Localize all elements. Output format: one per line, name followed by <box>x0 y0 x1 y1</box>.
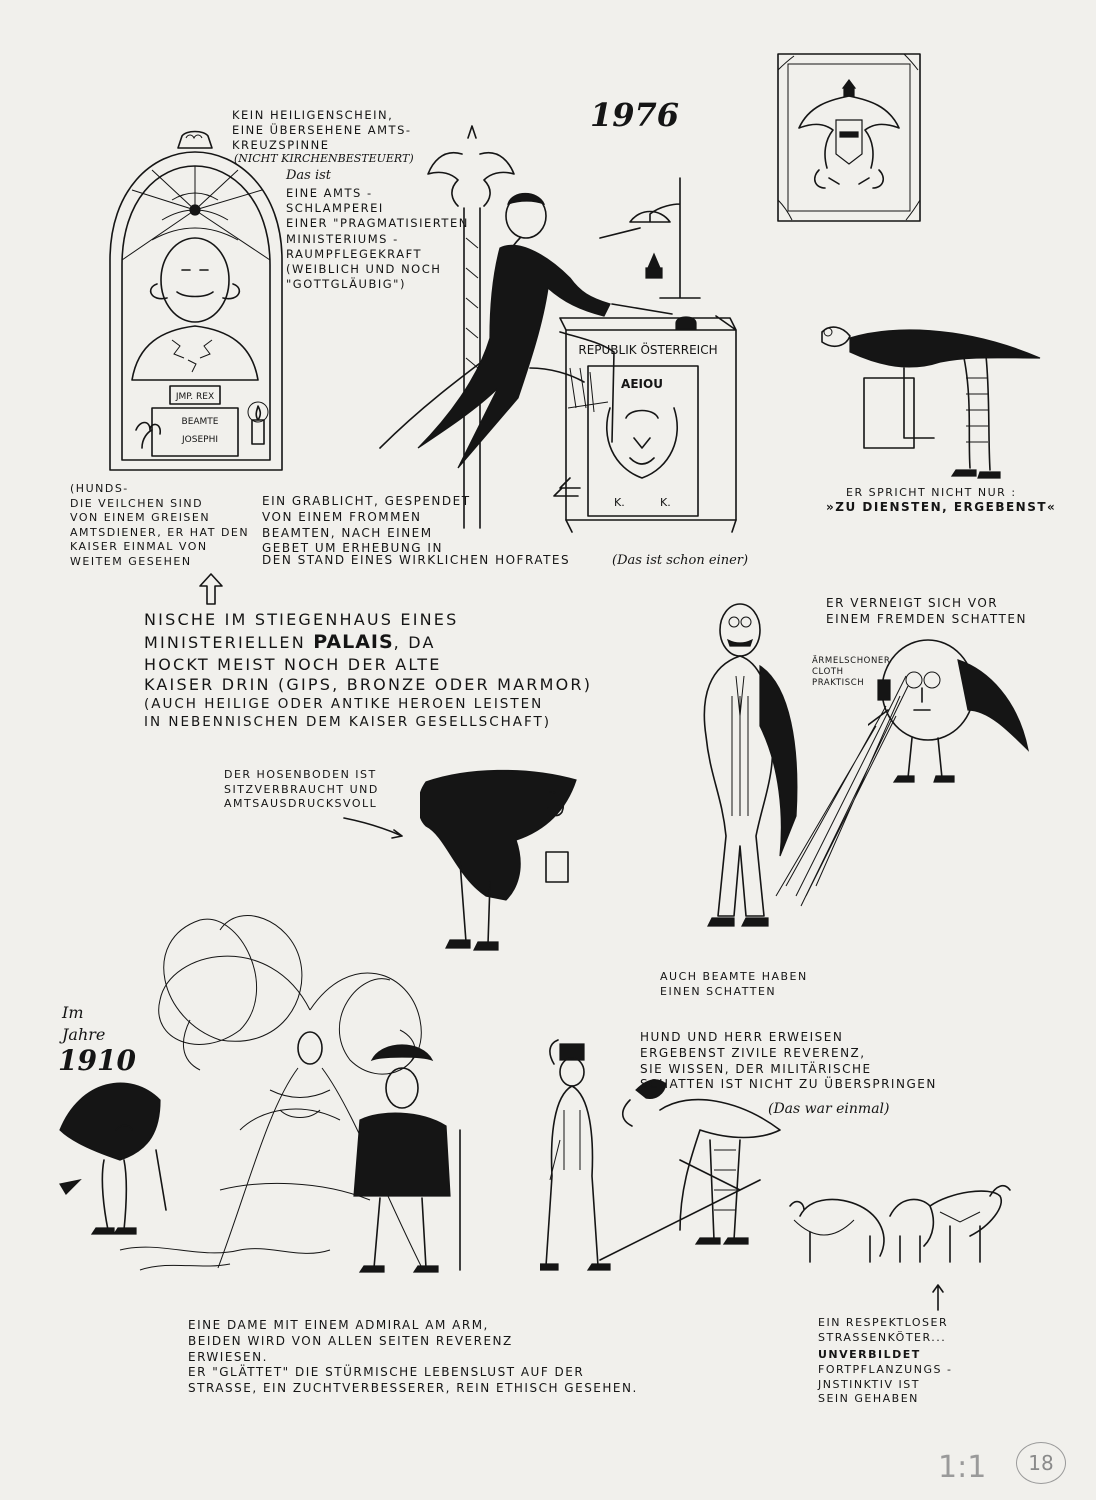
palais-line-4: KAISER DRIN (GIPS, BRONZE ODER MARMOR) <box>144 675 593 695</box>
desk-k-left: K. <box>614 496 625 509</box>
palais-line-2: MINISTERIELLEN PALAIS, DA <box>144 631 436 654</box>
spider-caption-note: (NICHT KIRCHENBESTEUERT) <box>234 152 414 165</box>
bow-caption-2: »ZU DIENSTEN, ERGEBENST« <box>826 500 1057 514</box>
dog-caption-3: FORTPFLANZUNGS - JNSTINKTIV IST SEIN GEHABEN <box>818 1363 953 1406</box>
year-prefix-jahre: Jahre <box>62 1025 106 1044</box>
spider-caption: KEIN HEILIGENSCHEIN, EINE ÜBERSEHENE AMTS- KREUZSPINNE <box>232 108 412 153</box>
dog-caption-1: EIN RESPEKTLOSER STRASSENKÖTER... <box>818 1316 949 1344</box>
cleaning-lady-caption: EINE AMTS - SCHLAMPEREI EINER "PRAGMATISIERTEN MINISTERIUMS - RAUMPFLEGEKRAFT (WEIBLICH UND NOCH "GOTTGLÄUBIG") <box>286 186 469 292</box>
sleeve-caption: ÄRMELSCHONER CLOTH PRAKTISCH <box>812 656 891 689</box>
pencil-scale: 1:1 <box>938 1450 987 1485</box>
up-arrow-icon <box>198 572 224 606</box>
shadow-caption: ER VERNEIGT SICH VOR EINEM FREMDEN SCHATTEN <box>826 596 1027 626</box>
hofrat-caption: DEN STAND EINES WIRKLICHEN HOFRATES <box>262 553 571 567</box>
year-1976: 1976 <box>590 96 680 134</box>
dog-arrow-icon <box>930 1282 946 1312</box>
trousers-caption: DER HOSENBODEN IST SITZVERBRAUCHT UND AMTSAUSDRUCKSVOLL <box>224 768 379 811</box>
pencil-page-number <box>1016 1442 1066 1484</box>
plaque-beamte: BEAMTE <box>181 417 219 427</box>
official-at-desk-drawing <box>330 118 760 538</box>
framed-eagle-drawing <box>774 50 924 225</box>
palais-caption <box>144 610 592 731</box>
palais-line-5: (AUCH HEILIGE ODER ANTIKE HEROEN LEISTEN IN NEBENNISCHEN DEM KAISER GESELLSCHAFT) <box>144 695 552 730</box>
lady-admiral-caption: EINE DAME MIT EINEM ADMIRAL AM ARM, BEIDEN WIRD VON ALLEN SEITEN REVERENZ ERWIESEN. ER "GLÄTTET" DIE STÜRMISCHE LEBENSLUST AUF DER STRASSE, EIN ZUCHTVERBESSERER, REIN ETHISCH GESEHEN. <box>188 1318 638 1396</box>
palais-word: PALAIS <box>313 631 394 654</box>
shadow-creature-drawing <box>868 630 1048 790</box>
year-1910: 1910 <box>58 1044 136 1077</box>
palais-line-3: HOCKT MEIST NOCH DER ALTE <box>144 654 442 674</box>
desk-aeiou-label: AEIOU <box>621 377 663 391</box>
palais-line-1: NISCHE IM STIEGENHAUS EINES <box>144 610 459 629</box>
dog-caption-2: UNVERBILDET <box>818 1348 921 1361</box>
desk-k-right: K. <box>660 496 671 509</box>
plaque-josephi: JOSEPHI <box>182 435 218 445</box>
lady-and-admiral-drawing <box>40 830 560 1290</box>
bowing-clerk-drawing <box>814 318 1054 488</box>
bow-caption-1: ER SPRICHT NICHT NUR : <box>846 486 1017 499</box>
plaque-imp-rex: JMP. REX <box>175 392 215 402</box>
hofrat-note: (Das ist schon einer) <box>612 553 749 568</box>
das-ist-label: Das ist <box>286 168 332 183</box>
grave-light-caption: EIN GRABLICHT, GESPENDET VON EINEM FROMMEN BEAMTEN, NACH EINEM GEBET UM ERHEBUNG IN <box>262 494 471 556</box>
emperor-niche-drawing <box>92 130 302 490</box>
desk-republic-label: REPUBLIK ÖSTERREICH <box>578 343 718 357</box>
street-dogs-drawing <box>780 1176 1020 1276</box>
year-prefix-im: Im <box>62 1003 84 1022</box>
violets-caption: (HUNDS- DIE VEILCHEN SIND VON EINEM GREISEN AMTSDIENER, ER HAT DEN KAISER EINMAL VON WEITEM GESEHEN <box>70 482 250 568</box>
military-caption: HUND UND HERR ERWEISEN ERGEBENST ZIVILE REVERENZ, SIE WISSEN, DER MILITÄRISCHE SCHATTEN IST NICHT ZU ÜBERSPRINGEN <box>640 1030 937 1092</box>
also-shadow-caption: AUCH BEAMTE HABEN EINEN SCHATTEN <box>660 970 808 998</box>
pencil-page-number-text: 18 <box>1028 1451 1054 1475</box>
military-note: (Das war einmal) <box>768 1101 890 1117</box>
